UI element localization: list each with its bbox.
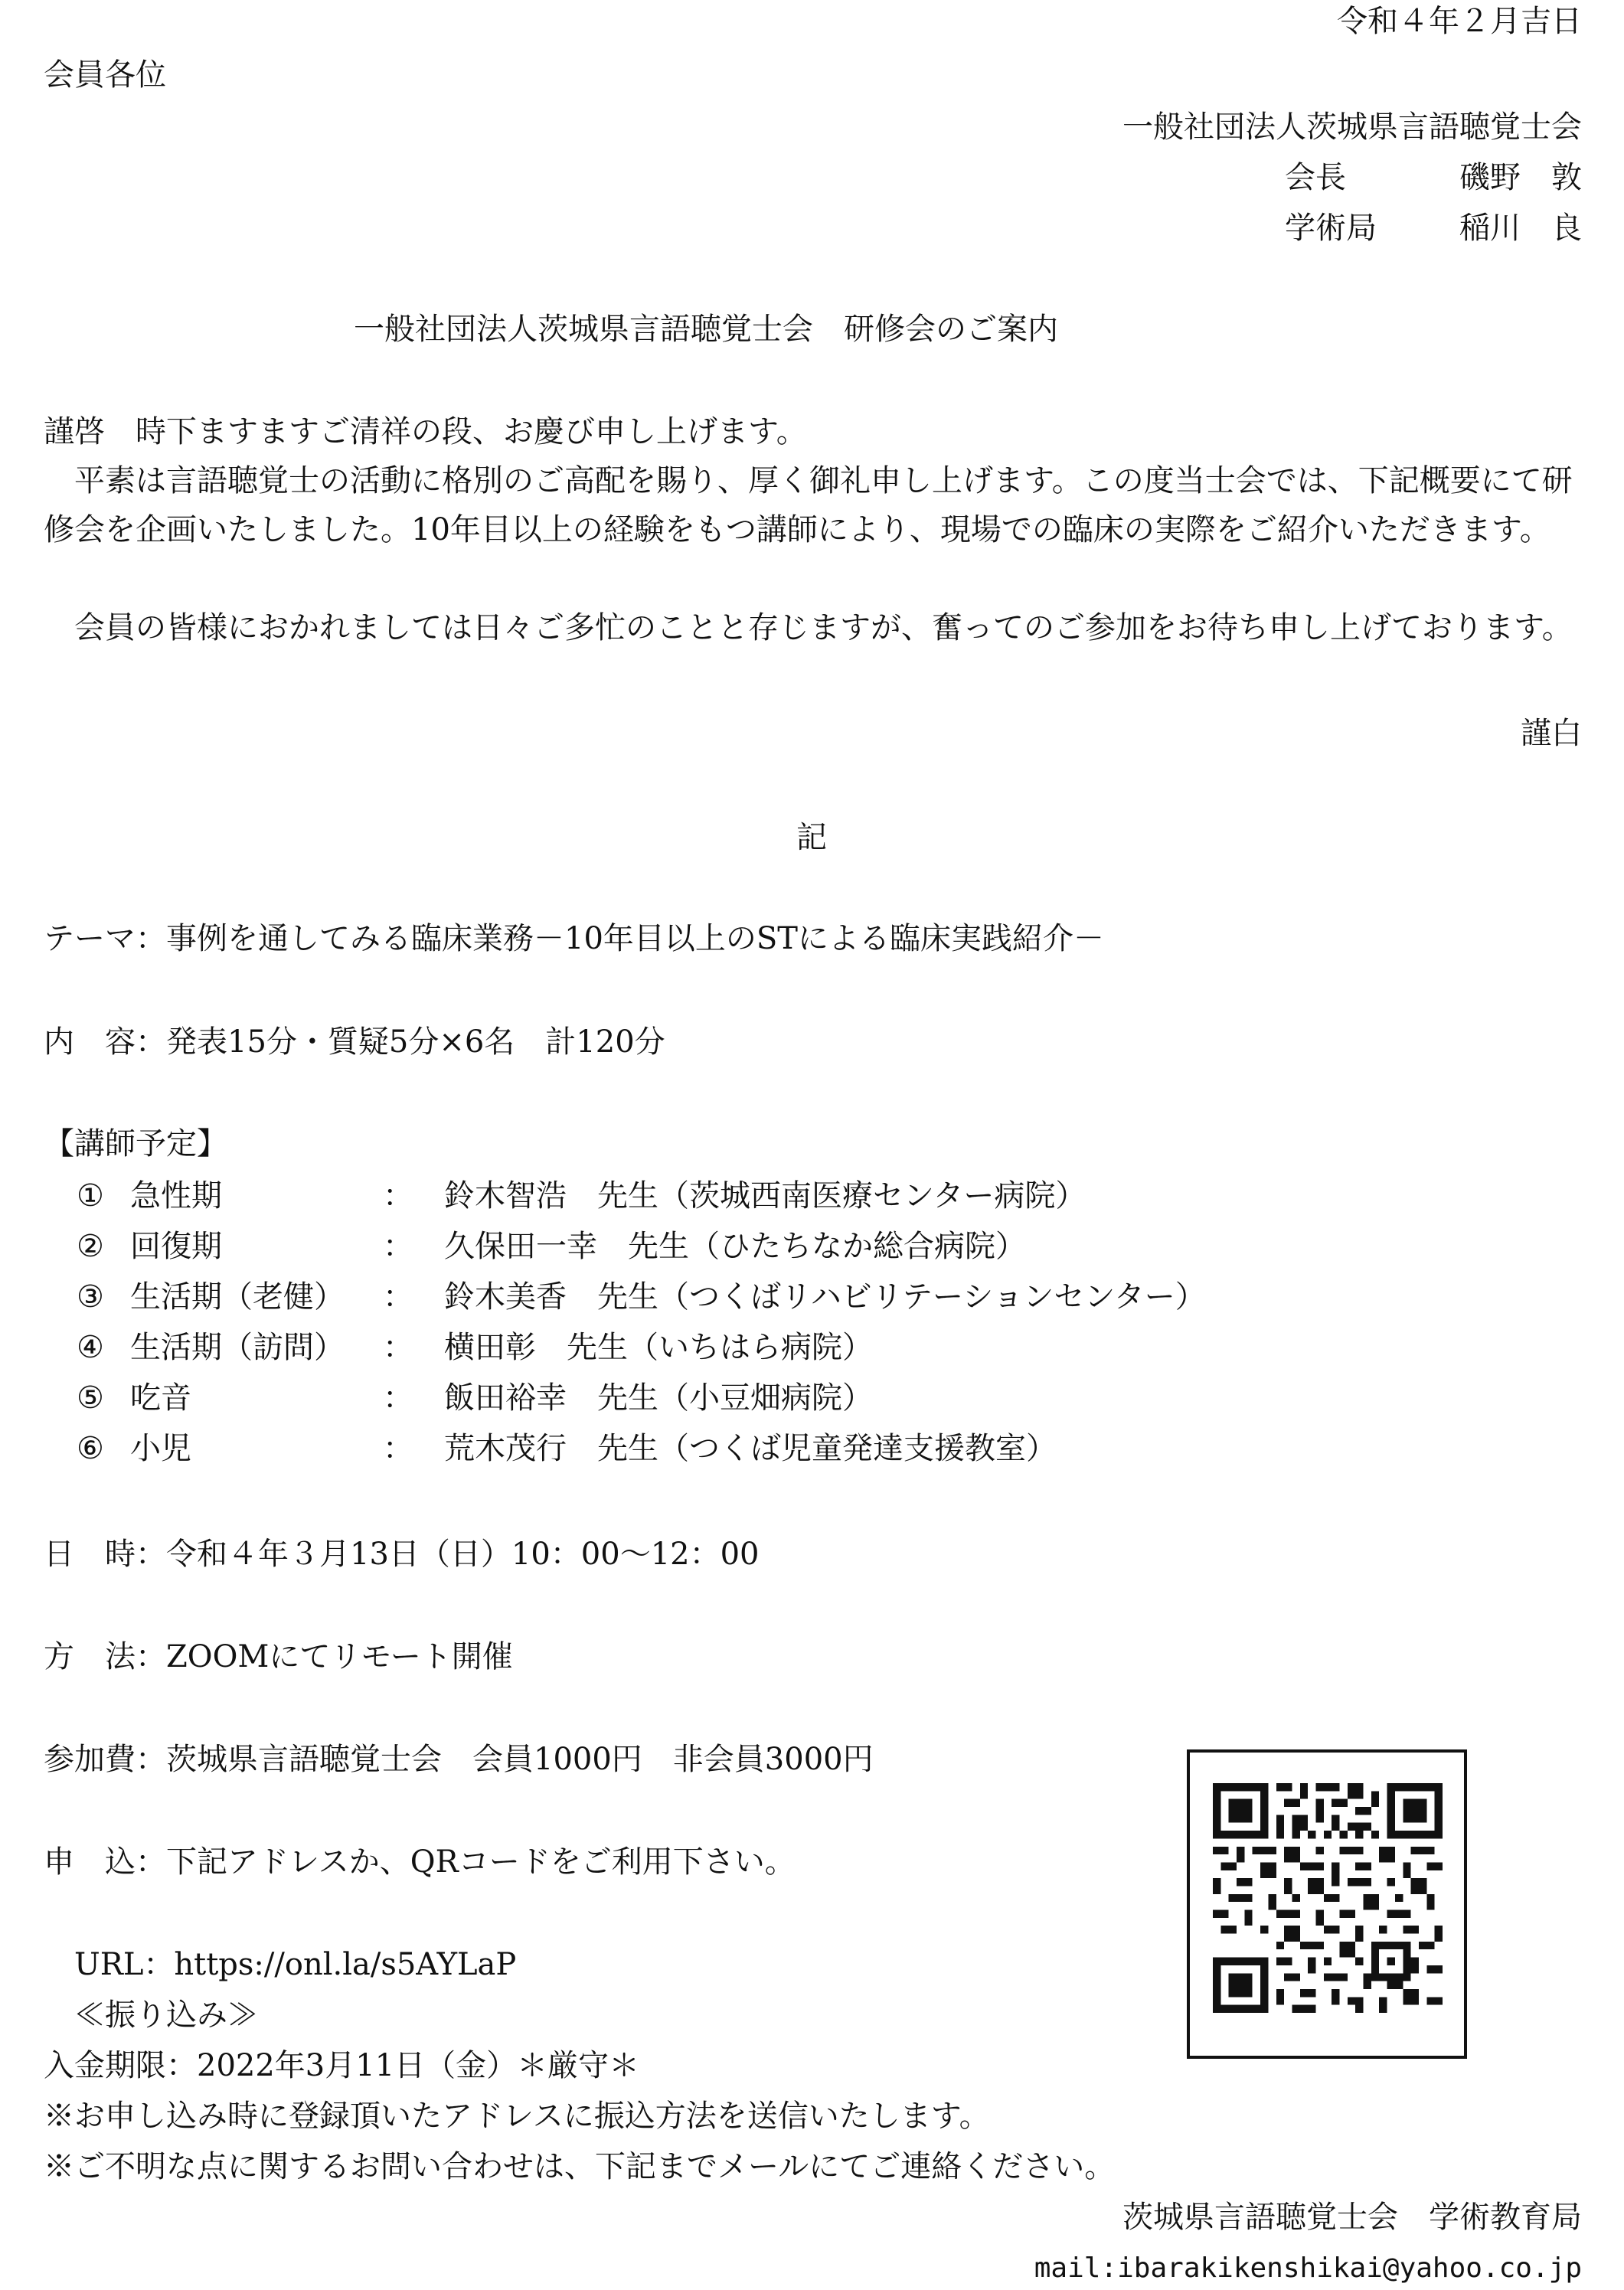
ki-heading: 記 <box>796 820 827 855</box>
lecturer-row: ① 急性期 ： 鈴木智浩 先生（茨城西南医療センター病院） <box>77 1178 1086 1214</box>
apply-line: 申 込：下記アドレスか、QRコードをご利用下さい。 <box>44 1844 796 1880</box>
theme-line: テーマ：事例を通してみる臨床業務－10年目以上のSTによる臨床実践紹介－ <box>44 921 1104 956</box>
method-line: 方 法：ZOOMにてリモート開催 <box>44 1639 513 1674</box>
fee-line: 参加費：茨城県言語聴覚士会 会員1000円 非会員3000円 <box>44 1742 874 1777</box>
sender-org: 一般社団法人茨城県言語聴覚士会 <box>1122 109 1582 145</box>
registration-url[interactable]: URL：https://onl.la/s5AYLaP <box>74 1947 517 1982</box>
document-title: 一般社団法人茨城県言語聴覚士会 研修会のご案内 <box>354 312 1058 347</box>
note-line: ※お申し込み時に登録頂いたアドレスに振込方法を送信いたします。 <box>44 2099 990 2134</box>
body-paragraph-1: 平素は言語聴覚士の活動に格別のご高配を賜り、厚く御礼申し上げます。この度当士会では、下記概要にて研修会を企画いたしました。10年目以上の経験をもつ講師により、現場での臨床の実際をご紹介いただきます。 <box>44 463 1573 547</box>
deadline-line: 入金期限：2022年3月11日（金）＊厳守＊ <box>44 2048 640 2083</box>
lecturer-row: ② 回復期 ： 久保田一幸 先生（ひたちなか総合病院） <box>77 1229 1026 1264</box>
greeting: 謹啓 時下ますますご清祥の段、お慶び申し上げます。 <box>44 414 807 449</box>
body-paragraph-2: 会員の皆様におかれましては日々ご多忙のことと存じますが、奮ってのご参加をお待ち申し上げております。 <box>74 610 1573 645</box>
datetime-line: 日 時：令和４年３月13日（日）10：00～12：00 <box>44 1537 760 1572</box>
lecturer-row: ⑤ 吃音 ： 飯田裕幸 先生（小豆畑病院） <box>77 1380 873 1416</box>
recipient: 会員各位 <box>44 57 166 93</box>
contact-org: 茨城県言語聴覚士会 学術教育局 <box>1122 2200 1582 2235</box>
lecturer-row: ⑥ 小児 ： 荒木茂行 先生（つくば児童発達支援教室） <box>77 1431 1057 1466</box>
qr-code[interactable] <box>1187 1749 1467 2059</box>
lecturer-row: ④ 生活期（訪問） ： 横田彰 先生（いちはら病院） <box>77 1330 873 1365</box>
academic-name: 稲川 良 <box>1459 211 1582 246</box>
academic-title: 学術局 <box>1285 211 1377 246</box>
lecturer-row: ③ 生活期（老健） ： 鈴木美香 先生（つくばリハビリテーションセンター） <box>77 1279 1206 1315</box>
president-title: 会長 <box>1285 160 1346 195</box>
transfer-heading: ≪振り込み≫ <box>74 1998 258 2033</box>
lecturers-heading: 【講師予定】 <box>44 1126 227 1161</box>
qr-code-pattern <box>1213 1783 1443 2013</box>
closing: 謹白 <box>1521 716 1582 751</box>
president-name: 磯野 敦 <box>1459 160 1582 195</box>
document-date: 令和４年２月吉日 <box>1337 4 1582 39</box>
content-line: 内 容：発表15分・質疑5分×6名 計120分 <box>44 1024 665 1060</box>
contact-mail[interactable]: mail:ibarakikenshikai@yahoo.co.jp <box>1034 2252 1582 2284</box>
note-line: ※ご不明な点に関するお問い合わせは、下記までメールにてご連絡ください。 <box>44 2149 1116 2184</box>
